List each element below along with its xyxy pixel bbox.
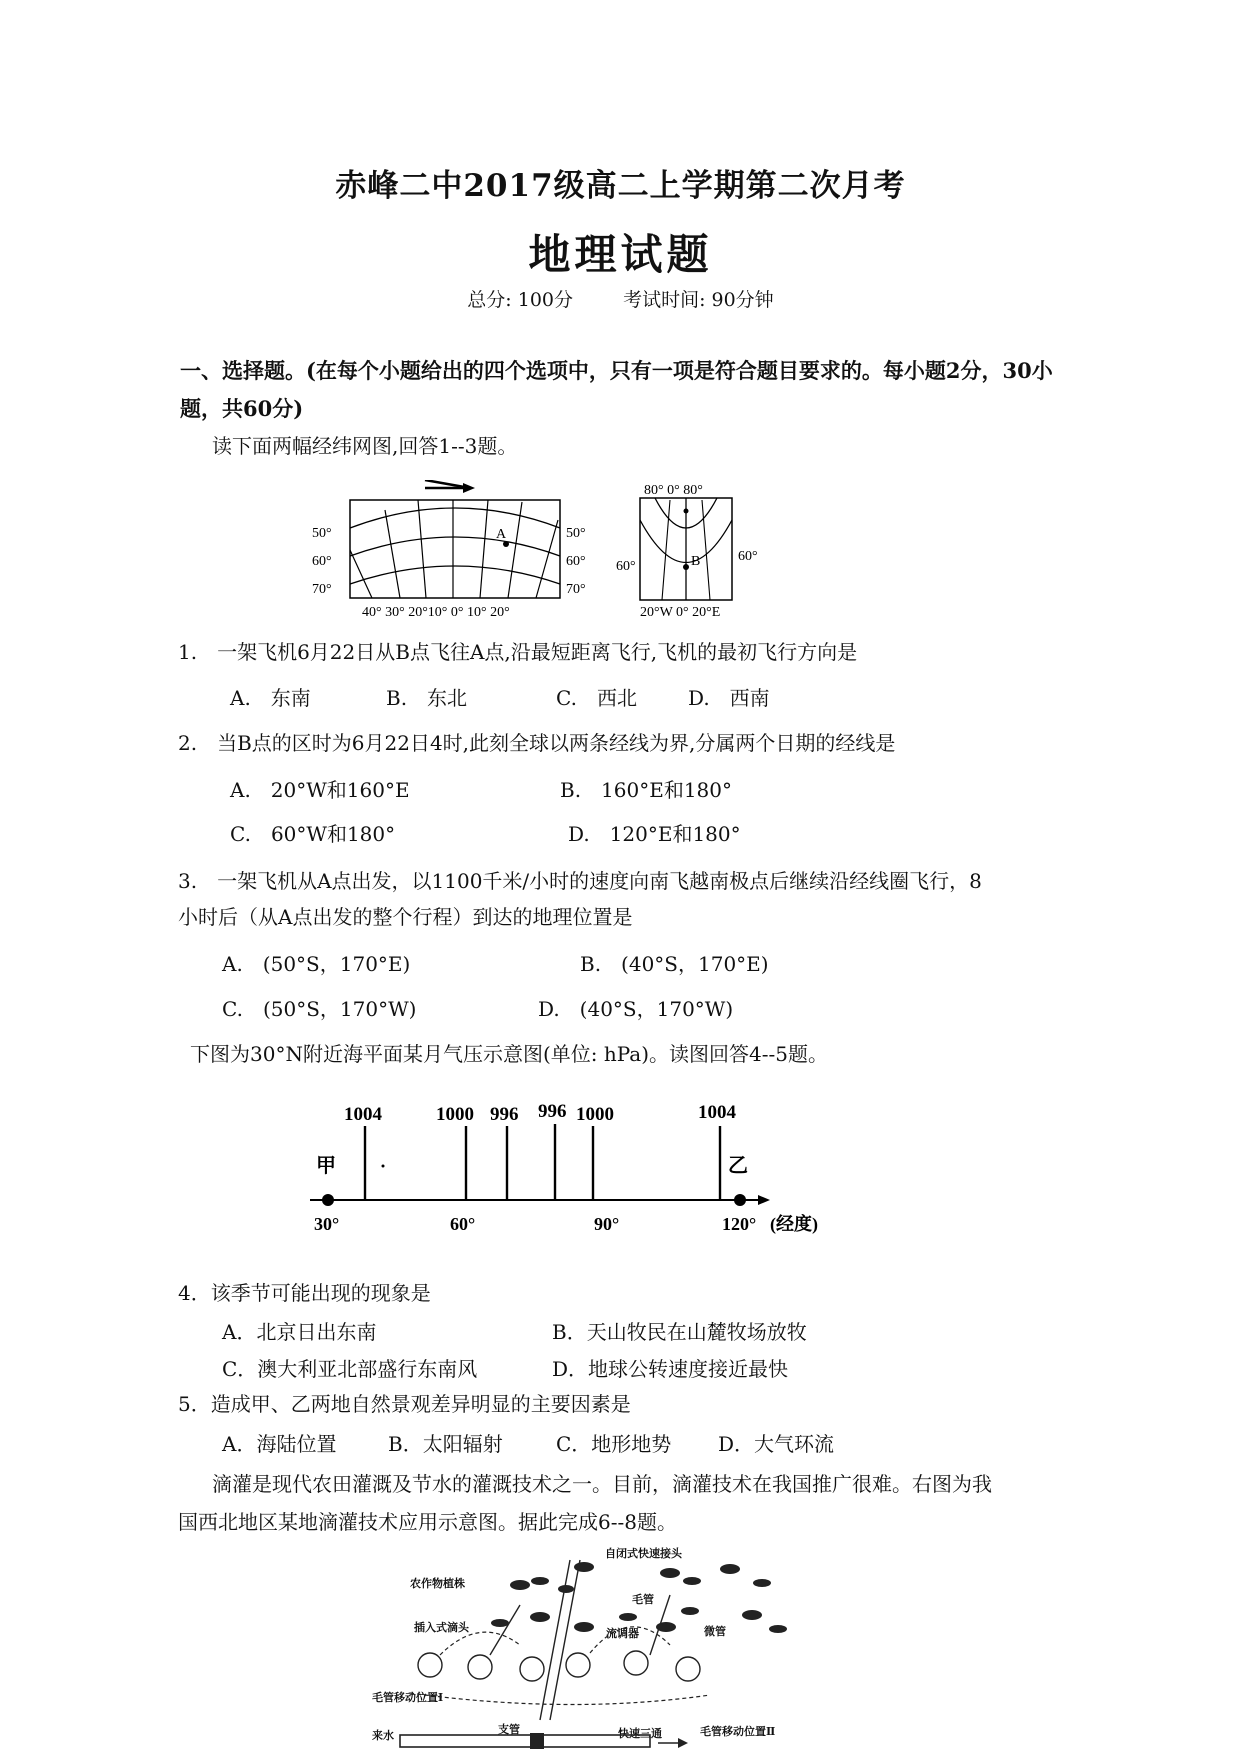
q4-option-a: A．北京日出东南 [222,1320,377,1344]
q3-stem-line2: 小时后（从A点出发的整个行程）到达的地理位置是 [178,905,633,929]
isobar-label: 1004 [344,1104,382,1125]
lat-label-right: 50° [566,526,586,541]
fig3-label: 流调器 [606,1628,639,1640]
intro-6-8-line1: 滴灌是现代农田灌溉及节水的灌溉技术之一。目前，滴灌技术在我国推广很难。右图为我 [212,1472,992,1496]
q3-option-d: D. (40°S，170°W) [538,997,734,1021]
isobar-label: 1000 [576,1104,614,1125]
q3-option-a: A. (50°S，170°E) [222,952,411,976]
q4-option-d: D．地球公转速度接近最快 [552,1357,789,1381]
q5-stem: 5．造成甲、乙两地自然景观差异明显的主要因素是 [178,1392,631,1416]
intro-6-8-line2: 国西北地区某地滴灌技术应用示意图。据此完成6--8题。 [178,1510,677,1534]
q2-option-a: A. 20°W和160°E [230,778,410,802]
q2-stem: 2. 当B点的区时为6月22日4时,此刻全球以两条经线为界,分属两个日期的经线是 [178,731,896,755]
lat-label-left: 60° [312,554,332,569]
isobar-label: 1004 [698,1102,736,1123]
isobar-label: 1000 [436,1104,474,1125]
total-score: 总分: 100分 [467,289,574,311]
lat-label-left: 50° [312,526,332,541]
q5-option-c: C．地形地势 [556,1432,672,1456]
fig3-label: 快速三通 [618,1728,662,1740]
q3-option-b: B. (40°S，170°E) [580,952,769,976]
q4-stem: 4．该季节可能出现的现象是 [178,1281,431,1305]
q2-option-c: C. 60°W和180° [230,822,396,846]
fig3-label: 毛管移动位置Ⅰ [372,1692,444,1704]
isobar-label: 996 [490,1104,519,1125]
q4-option-b: B．天山牧民在山麓牧场放牧 [552,1320,807,1344]
q1-option-b: B. 东北 [386,686,468,710]
graticule-figure [310,480,780,620]
section-heading: 一、选择题。(在每个小题给出的四个选项中，只有一项是符合题目要求的。每小题2分，30小题，共60分) [180,358,1053,421]
polar-left-label: 60° [616,559,636,574]
fig3-label: 插入式滴头 [414,1622,469,1634]
q1-stem: 1. 一架飞机6月22日从B点飞往A点,沿最短距离飞行,飞机的最初飞行方向是 [178,640,858,664]
exam-title: 赤峰二中2017级高二上学期第二次月考 [335,168,906,204]
lat-label-right: 70° [566,582,586,597]
polar-right-label: 60° [738,549,758,564]
lat-label-left: 70° [312,582,332,597]
fig3-label: 毛管 [632,1594,654,1606]
q1-option-c: C. 西北 [556,686,637,710]
drip-irrigation-figure [370,1545,810,1750]
point-b-label: B [691,554,701,569]
intro-1-3: 读下面两幅经纬网图,回答1--3题。 [212,434,518,458]
axis-tick: 30° [314,1214,340,1234]
axis-tick: 60° [450,1214,476,1234]
polar-top-labels: 80° 0° 80° [644,483,703,498]
axis-tick: 120° [722,1214,757,1234]
q3-option-c: C. (50°S，170°W) [222,997,417,1021]
axis-unit: (经度) [770,1214,818,1234]
q2-option-d: D. 120°E和180° [568,822,741,846]
axis-tick: 90° [594,1214,620,1234]
q5-option-d: D．大气环流 [718,1432,835,1456]
isobar-figure [300,1090,840,1240]
polar-bottom-labels: 20°W 0° 20°E [640,605,721,620]
fig3-label: 来水 [372,1730,394,1742]
exam-meta [0,285,1241,312]
q5-option-b: B．太阳辐射 [388,1432,503,1456]
lat-label-right: 60° [566,554,586,569]
q2-option-b: B. 160°E和180° [560,778,733,802]
intro-4-5: 下图为30°N附近海平面某月气压示意图(单位: hPa)。读图回答4--5题。 [190,1042,828,1066]
fig3-label: 微管 [704,1626,726,1638]
place-yi: 乙 [728,1155,748,1177]
fig3-label: 自闭式快速接头 [605,1548,682,1560]
q4-option-c: C．澳大利亚北部盛行东南风 [222,1357,478,1381]
fig3-label: 支管 [498,1724,520,1736]
exam-time: 考试时间: 90分钟 [623,289,774,311]
lon-labels: 40° 30° 20°10° 0° 10° 20° [362,605,510,620]
q5-option-a: A．海陆位置 [222,1432,337,1456]
point-a-label: A [496,527,507,542]
subject-title: 地理试题 [528,230,713,279]
isobar-label: 996 [538,1101,567,1122]
q3-stem-line1: 3. 一架飞机从A点出发，以1100千米/小时的速度向南飞越南极点后继续沿经线圈飞行，8 [178,869,982,893]
q1-option-d: D. 西南 [688,686,770,710]
place-jia: 甲 [316,1155,336,1177]
fig3-label: 毛管移动位置Ⅱ [700,1726,776,1738]
q1-option-a: A. 东南 [230,686,311,710]
fig3-label: 农作物植株 [410,1578,465,1590]
